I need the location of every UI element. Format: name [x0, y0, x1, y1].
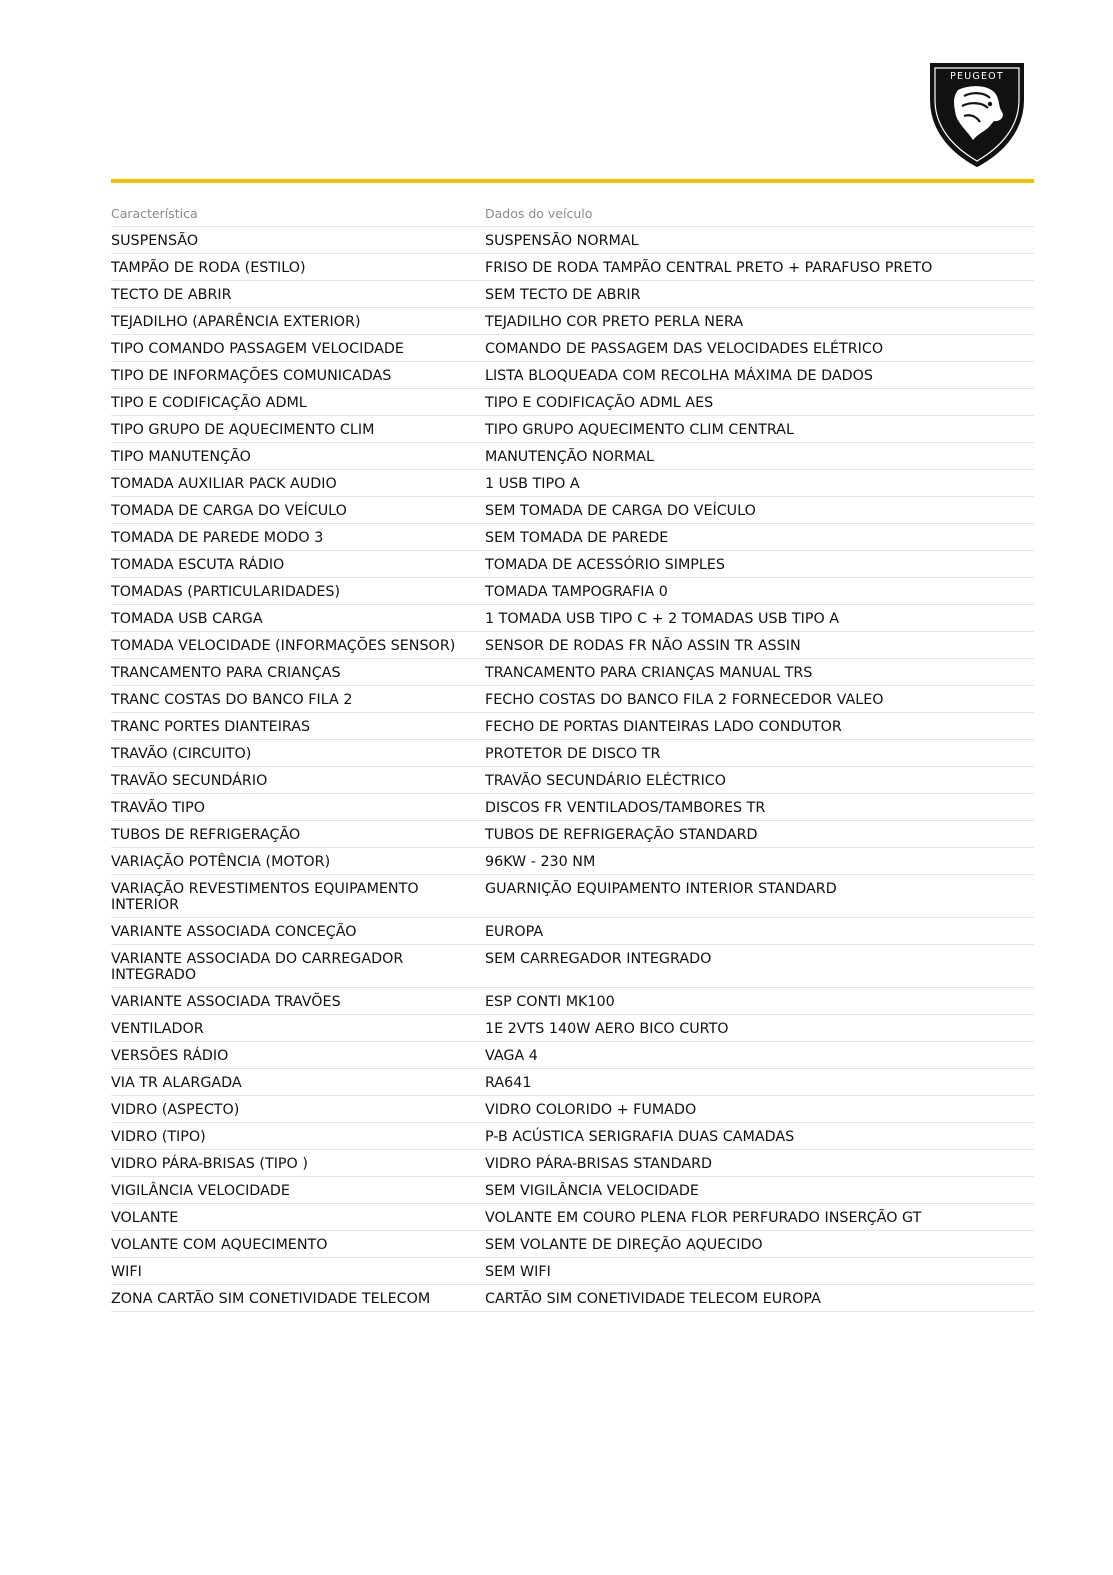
characteristic-cell: TEJADILHO (APARÊNCIA EXTERIOR) [111, 314, 361, 330]
vehicle-data-cell: VIDRO PÁRA-BRISAS STANDARD [485, 1156, 713, 1172]
characteristic-cell: TECTO DE ABRIR [111, 287, 232, 303]
characteristic-cell: TOMADA ESCUTA RÁDIO [111, 557, 285, 573]
characteristic-cell: VIGILÂNCIA VELOCIDADE [111, 1183, 290, 1199]
table-row [111, 875, 1034, 918]
characteristic-cell: VERSÕES RÁDIO [111, 1048, 229, 1064]
table-row [111, 524, 1034, 551]
characteristic-cell: VOLANTE COM AQUECIMENTO [111, 1237, 328, 1253]
vehicle-data-cell: VAGA 4 [485, 1048, 538, 1064]
vehicle-data-cell: DISCOS FR VENTILADOS/TAMBORES TR [485, 800, 766, 816]
table-row [111, 362, 1034, 389]
characteristic-cell: VIDRO (ASPECTO) [111, 1102, 240, 1118]
table-row [111, 308, 1034, 335]
table-row [111, 1177, 1034, 1204]
vehicle-data-cell: EUROPA [485, 924, 544, 940]
table-row [111, 1123, 1034, 1150]
characteristic-cell: ZONA CARTÃO SIM CONETIVIDADE TELECOM [111, 1291, 431, 1307]
logo-wordmark: PEUGEOT [950, 71, 1004, 82]
table-row [111, 443, 1034, 470]
vehicle-data-cell: TIPO E CODIFICAÇÃO ADML AES [485, 395, 714, 411]
characteristic-cell: VOLANTE [111, 1210, 179, 1226]
vehicle-data-cell: MANUTENÇÃO NORMAL [485, 449, 655, 465]
vehicle-data-cell: 96KW - 230 NM [485, 854, 596, 870]
vehicle-data-cell: TRANCAMENTO PARA CRIANÇAS MANUAL TRS [485, 665, 813, 681]
vehicle-data-cell: COMANDO DE PASSAGEM DAS VELOCIDADES ELÉTRICO [485, 341, 884, 357]
vehicle-data-cell: SENSOR DE RODAS FR NÃO ASSIN TR ASSIN [485, 638, 801, 654]
characteristic-cell: VIDRO (TIPO) [111, 1129, 206, 1145]
table-row [111, 945, 1034, 988]
vehicle-data-cell: TOMADA TAMPOGRAFIA 0 [485, 584, 668, 600]
table-row [111, 821, 1034, 848]
characteristic-cell: TRANC PORTES DIANTEIRAS [111, 719, 311, 735]
table-row [111, 281, 1034, 308]
table-row [111, 416, 1034, 443]
characteristic-cell: TOMADA VELOCIDADE (INFORMAÇÕES SENSOR) [111, 638, 456, 654]
table-row [111, 713, 1034, 740]
table-row [111, 551, 1034, 578]
table-row [111, 794, 1034, 821]
vehicle-data-cell: FECHO DE PORTAS DIANTEIRAS LADO CONDUTOR [485, 719, 842, 735]
vehicle-data-cell: SEM VIGILÂNCIA VELOCIDADE [485, 1183, 699, 1199]
table-header [111, 201, 1034, 227]
characteristic-cell: TIPO E CODIFICAÇÃO ADML [111, 395, 307, 411]
table-row [111, 988, 1034, 1015]
table-row [111, 335, 1034, 362]
table-row [111, 389, 1034, 416]
accent-divider [111, 179, 1034, 183]
characteristic-cell: TRAVÃO (CIRCUITO) [111, 746, 252, 762]
column-header-vehicle-data: Dados do veículo [485, 206, 593, 221]
characteristic-cell: TOMADA USB CARGA [111, 611, 263, 627]
characteristic-cell: TIPO MANUTENÇÃO [111, 449, 251, 465]
peugeot-logo [928, 60, 1026, 170]
characteristic-cell: VARIANTE ASSOCIADA DO CARREGADOR INTEGRADO [111, 951, 404, 983]
characteristic-cell: TOMADA AUXILIAR PACK AUDIO [111, 476, 337, 492]
characteristic-cell: VIDRO PÁRA-BRISAS (TIPO ) [111, 1156, 308, 1172]
characteristic-cell: TOMADAS (PARTICULARIDADES) [111, 584, 341, 600]
table-row [111, 1204, 1034, 1231]
table-row [111, 767, 1034, 794]
vehicle-data-cell: TEJADILHO COR PRETO PERLA NERA [485, 314, 744, 330]
table-row [111, 1150, 1034, 1177]
vehicle-data-cell: 1 USB TIPO A [485, 476, 580, 492]
characteristic-cell: TUBOS DE REFRIGERAÇÃO [111, 827, 301, 843]
characteristic-cell: TAMPÃO DE RODA (ESTILO) [111, 260, 306, 276]
table-row [111, 848, 1034, 875]
table-row [111, 470, 1034, 497]
vehicle-data-cell: RA641 [485, 1075, 532, 1091]
vehicle-data-cell: VOLANTE EM COURO PLENA FLOR PERFURADO INSERÇÃO GT [485, 1210, 922, 1226]
table-row [111, 254, 1034, 281]
vehicle-data-cell: SEM TOMADA DE PAREDE [485, 530, 669, 546]
table-row [111, 1231, 1034, 1258]
table-row [111, 632, 1034, 659]
vehicle-data-cell: 1E 2VTS 140W AERO BICO CURTO [485, 1021, 729, 1037]
table-row [111, 918, 1034, 945]
vehicle-data-cell: P-B ACÚSTICA SERIGRAFIA DUAS CAMADAS [485, 1129, 795, 1145]
vehicle-data-cell: LISTA BLOQUEADA COM RECOLHA MÁXIMA DE DADOS [485, 368, 873, 384]
table-row [111, 578, 1034, 605]
characteristic-cell: TOMADA DE CARGA DO VEÍCULO [111, 503, 347, 519]
vehicle-data-cell: CARTÃO SIM CONETIVIDADE TELECOM EUROPA [485, 1291, 821, 1307]
vehicle-data-cell: TOMADA DE ACESSÓRIO SIMPLES [485, 557, 725, 573]
characteristic-cell: VARIANTE ASSOCIADA TRAVÕES [111, 994, 341, 1010]
vehicle-data-cell: SEM WIFI [485, 1264, 551, 1280]
table-row [111, 686, 1034, 713]
vehicle-data-cell: PROTETOR DE DISCO TR [485, 746, 661, 762]
characteristic-cell: TRANC COSTAS DO BANCO FILA 2 [111, 692, 353, 708]
vehicle-data-cell: SEM VOLANTE DE DIREÇÃO AQUECIDO [485, 1237, 763, 1253]
characteristic-cell: TIPO COMANDO PASSAGEM VELOCIDADE [111, 341, 404, 357]
characteristic-cell: VARIAÇÃO REVESTIMENTOS EQUIPAMENTO INTERIOR [111, 881, 419, 913]
characteristic-cell: TRANCAMENTO PARA CRIANÇAS [111, 665, 341, 681]
table-row [111, 1015, 1034, 1042]
vehicle-data-cell: 1 TOMADA USB TIPO C + 2 TOMADAS USB TIPO A [485, 611, 840, 627]
characteristic-cell: VIA TR ALARGADA [111, 1075, 242, 1091]
table-row [111, 740, 1034, 767]
vehicle-data-cell: VIDRO COLORIDO + FUMADO [485, 1102, 697, 1118]
vehicle-data-cell: SUSPENSÃO NORMAL [485, 233, 639, 249]
characteristic-cell: VENTILADOR [111, 1021, 204, 1037]
characteristic-cell: TRAVÃO TIPO [111, 800, 205, 816]
characteristic-cell: VARIAÇÃO POTÊNCIA (MOTOR) [111, 854, 331, 870]
table-row [111, 1258, 1034, 1285]
characteristic-cell: TOMADA DE PAREDE MODO 3 [111, 530, 324, 546]
table-row [111, 1096, 1034, 1123]
characteristic-cell: TIPO DE INFORMAÇÕES COMUNICADAS [111, 368, 392, 384]
table-row [111, 605, 1034, 632]
vehicle-data-cell: FRISO DE RODA TAMPÃO CENTRAL PRETO + PARAFUSO PRETO [485, 260, 933, 276]
vehicle-data-cell: TIPO GRUPO AQUECIMENTO CLIM CENTRAL [485, 422, 794, 438]
vehicle-data-cell: SEM TECTO DE ABRIR [485, 287, 641, 303]
characteristic-cell: WIFI [111, 1264, 142, 1280]
table-row [111, 1042, 1034, 1069]
vehicle-data-cell: FECHO COSTAS DO BANCO FILA 2 FORNECEDOR VALEO [485, 692, 884, 708]
vehicle-data-cell: SEM TOMADA DE CARGA DO VEÍCULO [485, 503, 756, 519]
table-row [111, 659, 1034, 686]
characteristic-cell: VARIANTE ASSOCIADA CONCEÇÃO [111, 924, 357, 940]
table-row [111, 227, 1034, 254]
table-row [111, 497, 1034, 524]
table-row [111, 1069, 1034, 1096]
vehicle-data-cell: ESP CONTI MK100 [485, 994, 615, 1010]
characteristic-cell: SUSPENSÃO [111, 233, 199, 249]
vehicle-data-cell: TUBOS DE REFRIGERAÇÃO STANDARD [485, 827, 758, 843]
table-row [111, 1285, 1034, 1312]
characteristic-cell: TRAVÃO SECUNDÁRIO [111, 773, 268, 789]
vehicle-data-cell: SEM CARREGADOR INTEGRADO [485, 951, 712, 967]
vehicle-data-cell: GUARNIÇÃO EQUIPAMENTO INTERIOR STANDARD [485, 881, 837, 897]
characteristic-cell: TIPO GRUPO DE AQUECIMENTO CLIM [111, 422, 375, 438]
column-header-characteristic: Característica [111, 206, 198, 221]
spec-table [111, 201, 1034, 1312]
vehicle-data-cell: TRAVÃO SECUNDÁRIO ELÉCTRICO [485, 773, 727, 789]
